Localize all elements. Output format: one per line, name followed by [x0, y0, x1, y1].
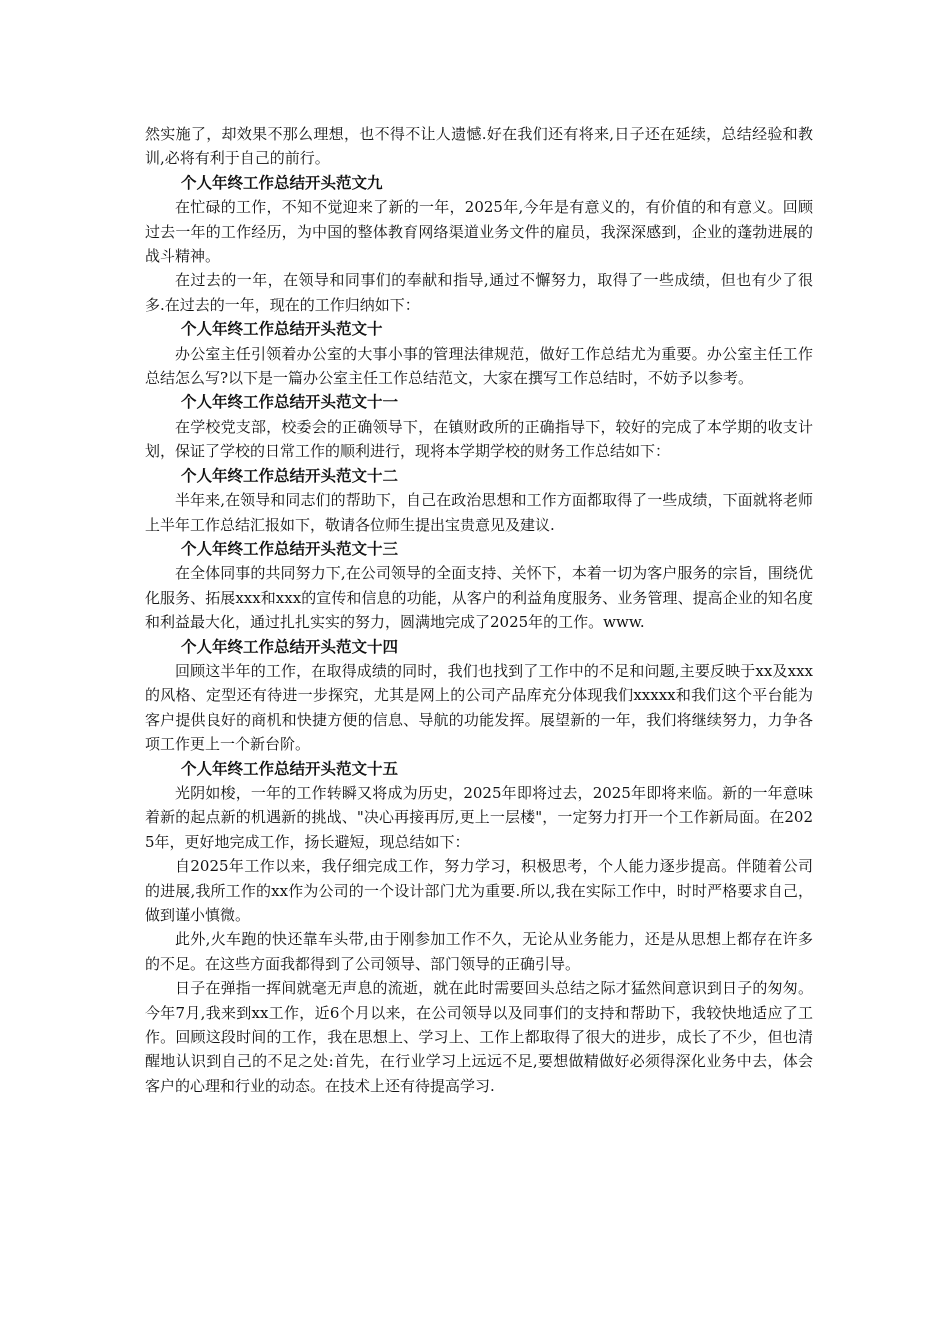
body-paragraph: 在过去的一年，在领导和同事们的奉献和指导,通过不懈努力，取得了一些成绩，但也有少了很多.在过去的一年，现在的工作归纳如下： [145, 271, 813, 314]
section-heading: 个人年终工作总结开头范文十 [181, 320, 383, 339]
body-paragraph: 在学校党支部，校委会的正确领导下，在镇财政所的正确指导下，较好的完成了本学期的收支计划，保证了学校的日常工作的顺利进行，现将本学期学校的财务工作总结如下： [145, 417, 813, 461]
body-paragraph: 此外,火车跑的快还靠车头带,由于刚参加工作不久，无论从业务能力，还是从思想上都存在许多的不足。在这些方面我都得到了公司领导、部门领导的正确引导。 [145, 930, 813, 973]
body-paragraph: 在全体同事的共同努力下,在公司领导的全面支持、关怀下，本着一切为客户服务的宗旨，围绕优化服务、拓展xxx和xxx的宣传和信息的功能，从客户的利益角度服务、业务管理、提高企业的知名度和利益最大化，通过扎扎实实的努力，圆满地完成了2025年的工作。www. [145, 564, 813, 632]
body-paragraph: 办公室主任引领着办公室的大事小事的管理法律规范，做好工作总结尤为重要。办公室主任工作总结怎么写?以下是一篇办公室主任工作总结范文，大家在撰写工作总结时，不妨予以参考。 [145, 344, 813, 388]
body-paragraph: 回顾这半年的工作，在取得成绩的同时，我们也找到了工作中的不足和问题,主要反映于xx及xxx的风格、定型还有待进一步探究，尤其是网上的公司产品库充分体现我们xxxxx和我们这个平台能为客户提供良好的商机和快捷方便的信息、导航的功能发挥。展望新的一年，我们将继续努力，力争各项工作更上一个新台阶。 [145, 661, 813, 754]
body-paragraph: 光阴如梭，一年的工作转瞬又将成为历史，2025年即将过去，2025年即将来临。新的一年意味着新的起点新的机遇新的挑战、"决心再接再厉,更上一层楼"，一定努力打开一个工作新局面。在2025年，更好地完成工作，扬长避短，现总结如下： [145, 783, 813, 851]
section-heading: 个人年终工作总结开头范文十三 [181, 539, 399, 558]
body-paragraph: 然实施了，却效果不那么理想，也不得不让人遗憾.好在我们还有将来,日子还在延续，总结经验和教训,必将有利于自己的前行。 [145, 125, 813, 168]
section-heading: 个人年终工作总结开头范文九 [181, 173, 383, 192]
document-page [145, 122, 813, 1098]
section-heading: 个人年终工作总结开头范文十二 [181, 466, 399, 485]
body-paragraph: 自2025年工作以来，我仔细完成工作，努力学习，积极思考，个人能力逐步提高。伴随着公司的进展,我所工作的xx作为公司的一个设计部门尤为重要.所以,我在实际工作中，时时严格要求自己，做到谨小慎微。 [145, 857, 813, 924]
body-paragraph: 在忙碌的工作，不知不觉迎来了新的一年，2025年,今年是有意义的，有价值的和有意义。回顾过去一年的工作经历，为中国的整体教育网络渠道业务文件的雇员，我深深感到，企业的蓬勃进展的战斗精神。 [145, 198, 813, 266]
section-heading: 个人年终工作总结开头范文十四 [181, 637, 399, 656]
section-heading: 个人年终工作总结开头范文十一 [181, 393, 399, 412]
body-paragraph: 半年来,在领导和同志们的帮助下，自己在政治思想和工作方面都取得了一些成绩，下面就将老师上半年工作总结汇报如下，敬请各位师生提出宝贵意见及建议. [145, 491, 813, 534]
section-heading: 个人年终工作总结开头范文十五 [181, 759, 399, 778]
body-paragraph: 日子在弹指一挥间就毫无声息的流逝，就在此时需要回头总结之际才猛然间意识到日子的匆匆。今年7月,我来到xx工作，近6个月以来，在公司领导以及同事们的支持和帮助下，我较快地适应了工作。回顾这段时间的工作，我在思想上、学习上、工作上都取得了很大的进步，成长了不少，但也清醒地认识到自己的不足之处:首先，在行业学习上远远不足,要想做精做好必须得深化业务中去，体会客户的心理和行业的动态。在技术上还有待提高学习. [145, 979, 813, 1095]
